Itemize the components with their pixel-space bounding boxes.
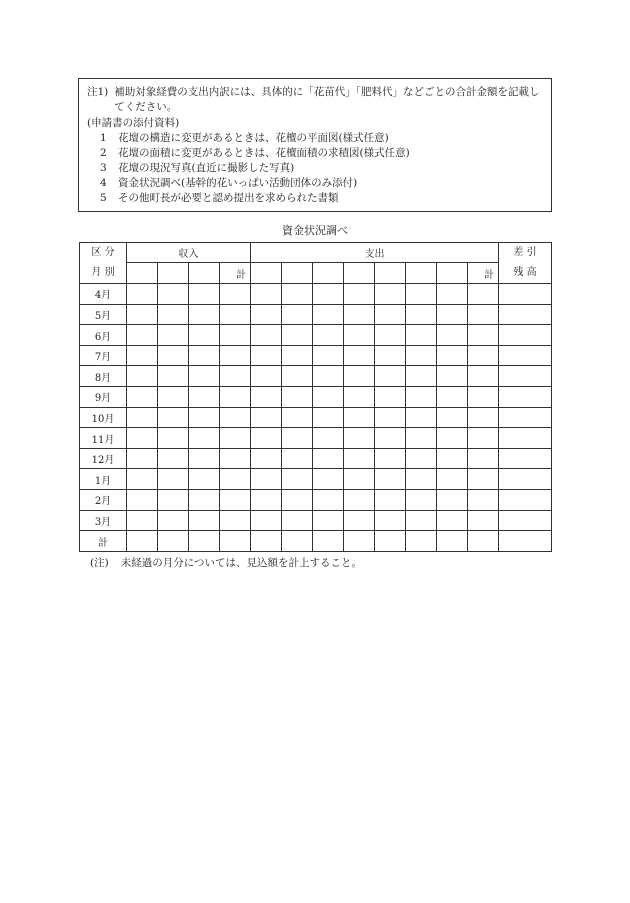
header-category: [80, 243, 127, 284]
table-cell: [313, 366, 344, 387]
header-balance: [499, 243, 552, 284]
row-label: 7月: [80, 345, 127, 366]
table-cell: [344, 469, 375, 490]
table-cell: [220, 366, 251, 387]
table-cell: [313, 531, 344, 552]
table-cell: [158, 284, 189, 305]
subheader-blank-cell: [406, 263, 437, 284]
table-cell: [406, 284, 437, 305]
attachment-text: 花壇の面積に変更があるときは、花檀面積の求積図(様式任意): [118, 147, 410, 159]
table-cell: [499, 428, 552, 449]
table-cell: [406, 304, 437, 325]
table-cell: [313, 490, 344, 511]
table-cell: [282, 531, 313, 552]
table-cell: [189, 345, 220, 366]
table-cell: [127, 428, 158, 449]
table-cell: [282, 490, 313, 511]
header-category-bottom: 月 別: [91, 267, 115, 278]
table-cell: [127, 531, 158, 552]
table-cell: [437, 284, 468, 305]
table-cell: [468, 469, 499, 490]
attachments-list: [87, 131, 545, 206]
subheader-blank-cell: [282, 263, 313, 284]
header-balance-bottom: 残 高: [513, 267, 537, 278]
table-cell: [220, 490, 251, 511]
table-cell: [344, 510, 375, 531]
table-cell: [189, 407, 220, 428]
table-cell: [468, 366, 499, 387]
table-cell: [344, 325, 375, 346]
row-label: 12月: [80, 448, 127, 469]
table-cell: [437, 325, 468, 346]
table-cell: [344, 407, 375, 428]
table-cell: [282, 428, 313, 449]
footnote-label: (注): [90, 557, 109, 569]
table-cell: [282, 325, 313, 346]
row-label: 11月: [80, 428, 127, 449]
table-cell: [375, 448, 406, 469]
table-cell: [127, 304, 158, 325]
table-cell: [158, 469, 189, 490]
table-cell: [313, 325, 344, 346]
table-cell: [220, 510, 251, 531]
table-cell: [406, 387, 437, 408]
row-label: 計: [80, 531, 127, 552]
table-cell: [251, 448, 282, 469]
table-cell: [313, 407, 344, 428]
table-row: [80, 448, 552, 469]
attachment-text: 花壇の構造に変更があるときは、花檀の平面図(様式任意): [118, 132, 389, 144]
table-cell: [220, 304, 251, 325]
table-cell: [437, 387, 468, 408]
table-cell: [158, 510, 189, 531]
header-balance-top: 差 引: [513, 247, 537, 258]
table-cell: [282, 510, 313, 531]
table-cell: [437, 304, 468, 325]
table-cell: [189, 469, 220, 490]
table-cell: [406, 407, 437, 428]
table-cell: [251, 428, 282, 449]
table-cell: [375, 531, 406, 552]
table-cell: [499, 469, 552, 490]
table-cell: [406, 345, 437, 366]
table-cell: [220, 387, 251, 408]
table-cell: [468, 325, 499, 346]
table-cell: [158, 387, 189, 408]
attachment-number: 2: [100, 147, 107, 159]
table-row: [80, 428, 552, 449]
table-cell: [468, 304, 499, 325]
table-cell: [189, 387, 220, 408]
table-cell: [375, 469, 406, 490]
table-cell: [220, 531, 251, 552]
table-cell: [158, 531, 189, 552]
table-cell: [344, 366, 375, 387]
attachment-item: [87, 176, 545, 191]
table-cell: [468, 387, 499, 408]
table-cell: [313, 448, 344, 469]
row-label: 6月: [80, 325, 127, 346]
table-cell: [251, 304, 282, 325]
table-cell: [468, 510, 499, 531]
table-cell: [437, 366, 468, 387]
table-cell: [499, 531, 552, 552]
table-cell: [282, 469, 313, 490]
table-cell: [468, 531, 499, 552]
table-cell: [251, 284, 282, 305]
subheader-row: [80, 263, 552, 284]
table-cell: [499, 407, 552, 428]
table-cell: [468, 428, 499, 449]
table-cell: [468, 407, 499, 428]
attachment-text: 花壇の現況写真(直近に撮影した写真): [118, 162, 295, 174]
table-cell: [375, 510, 406, 531]
table-cell: [499, 387, 552, 408]
table-cell: [344, 428, 375, 449]
table-cell: [437, 510, 468, 531]
footnote-text: 未経過の月分については、見込額を計上すること。: [120, 557, 362, 569]
table-cell: [189, 510, 220, 531]
table-cell: [437, 428, 468, 449]
table-cell: [344, 531, 375, 552]
note-1-label: 注1): [87, 86, 109, 98]
table-cell: [251, 345, 282, 366]
table-cell: [437, 345, 468, 366]
table-cell: [251, 325, 282, 346]
income-subtotal-header: 計: [220, 263, 251, 284]
table-row: [80, 531, 552, 552]
table-cell: [437, 407, 468, 428]
table-cell: [127, 469, 158, 490]
expense-subtotal-header: 計: [468, 263, 499, 284]
notes-box: [78, 78, 552, 212]
table-cell: [189, 284, 220, 305]
table-cell: [127, 325, 158, 346]
table-cell: [127, 387, 158, 408]
table-row: [80, 469, 552, 490]
table-cell: [499, 325, 552, 346]
subheader-blank-cell: [375, 263, 406, 284]
subheader-blank-cell: [189, 263, 220, 284]
table-row: [80, 304, 552, 325]
table-cell: [437, 490, 468, 511]
table-cell: [189, 448, 220, 469]
subheader-blank-cell: [344, 263, 375, 284]
table-cell: [282, 366, 313, 387]
row-label: 8月: [80, 366, 127, 387]
attachment-number: 5: [100, 192, 107, 204]
attachment-number: 1: [100, 132, 107, 144]
table-cell: [282, 304, 313, 325]
row-label: 1月: [80, 469, 127, 490]
table-cell: [282, 284, 313, 305]
table-cell: [127, 366, 158, 387]
table-cell: [220, 428, 251, 449]
table-cell: [406, 510, 437, 531]
table-cell: [499, 366, 552, 387]
table-cell: [406, 325, 437, 346]
table-cell: [499, 490, 552, 511]
table-cell: [375, 284, 406, 305]
attachments-heading: (申請書の添付資料): [87, 117, 180, 129]
table-cell: [468, 284, 499, 305]
subheader-blank-cell: [437, 263, 468, 284]
table-cell: [282, 387, 313, 408]
table-cell: [406, 366, 437, 387]
table-cell: [189, 304, 220, 325]
table-row: [80, 510, 552, 531]
table-cell: [468, 345, 499, 366]
table-cell: [158, 345, 189, 366]
table-cell: [251, 366, 282, 387]
table-cell: [406, 531, 437, 552]
table-cell: [282, 407, 313, 428]
row-label: 3月: [80, 510, 127, 531]
table-cell: [158, 490, 189, 511]
table-cell: [127, 490, 158, 511]
table-cell: [406, 428, 437, 449]
table-cell: [189, 428, 220, 449]
table-cell: [158, 325, 189, 346]
row-label: 4月: [80, 284, 127, 305]
table-cell: [499, 345, 552, 366]
table-cell: [468, 448, 499, 469]
month-rows: [80, 284, 552, 552]
table-row: [80, 284, 552, 305]
footnote: [90, 555, 362, 570]
table-cell: [189, 531, 220, 552]
table-cell: [127, 407, 158, 428]
table-cell: [313, 345, 344, 366]
attachment-item: [87, 191, 545, 206]
table-cell: [251, 510, 282, 531]
table-cell: [375, 304, 406, 325]
table-cell: [220, 325, 251, 346]
table-cell: [344, 284, 375, 305]
table-cell: [220, 345, 251, 366]
table-cell: [282, 448, 313, 469]
table-cell: [251, 531, 282, 552]
table-row: [80, 490, 552, 511]
table-cell: [406, 448, 437, 469]
table-cell: [375, 407, 406, 428]
table-cell: [127, 510, 158, 531]
table-cell: [375, 428, 406, 449]
attachment-item: [87, 161, 545, 176]
note-1: [87, 85, 545, 115]
subheader-blank-cell: [127, 263, 158, 284]
table-cell: [313, 387, 344, 408]
table-row: [80, 345, 552, 366]
attachment-number: 3: [100, 162, 107, 174]
table-cell: [158, 407, 189, 428]
table-cell: [406, 490, 437, 511]
table-cell: [220, 448, 251, 469]
table-cell: [127, 345, 158, 366]
table-cell: [189, 490, 220, 511]
table-cell: [313, 284, 344, 305]
table-cell: [251, 407, 282, 428]
table-cell: [375, 345, 406, 366]
table-cell: [282, 345, 313, 366]
header-income: 収入: [127, 243, 251, 263]
table-cell: [344, 490, 375, 511]
table-cell: [344, 345, 375, 366]
table-cell: [406, 469, 437, 490]
attachment-item: [87, 146, 545, 161]
table-cell: [189, 325, 220, 346]
table-cell: [375, 387, 406, 408]
row-label: 2月: [80, 490, 127, 511]
table-cell: [313, 510, 344, 531]
subheader-blank-cell: [251, 263, 282, 284]
table-cell: [251, 387, 282, 408]
table-cell: [220, 284, 251, 305]
attachment-text: 資金状況調べ(基幹的花いっぱい活動団体のみ添付): [118, 177, 358, 189]
table-cell: [375, 325, 406, 346]
table-cell: [375, 366, 406, 387]
header-expense: 支出: [251, 243, 499, 263]
table-cell: [220, 407, 251, 428]
table-cell: [158, 366, 189, 387]
table-cell: [499, 448, 552, 469]
table-cell: [344, 387, 375, 408]
table-cell: [158, 304, 189, 325]
table-row: [80, 387, 552, 408]
table-cell: [499, 284, 552, 305]
row-label: 9月: [80, 387, 127, 408]
subheader-blank-cell: [313, 263, 344, 284]
table-cell: [127, 448, 158, 469]
table-cell: [158, 448, 189, 469]
attachment-number: 4: [100, 177, 107, 189]
attachment-text: その他町長が必要と認め提出を求められた書類: [118, 192, 339, 204]
table-cell: [189, 366, 220, 387]
attachment-item: [87, 131, 545, 146]
table-cell: [437, 469, 468, 490]
table-cell: [251, 469, 282, 490]
table-cell: [375, 490, 406, 511]
table-cell: [437, 531, 468, 552]
table-cell: [313, 428, 344, 449]
table-cell: [499, 304, 552, 325]
table-cell: [158, 428, 189, 449]
note-1-text: 補助対象経費の支出内訳には、具体的に「花苗代」「肥料代」などごとの合計金額を記載してください。: [114, 86, 540, 113]
table-cell: [344, 304, 375, 325]
table-cell: [468, 490, 499, 511]
table-cell: [220, 469, 251, 490]
table-row: [80, 366, 552, 387]
table-row: [80, 407, 552, 428]
table-title: 資金状況調べ: [282, 224, 348, 237]
table-cell: [251, 490, 282, 511]
funds-status-table: [79, 242, 552, 552]
header-category-top: 区 分: [91, 247, 115, 258]
table-cell: [313, 469, 344, 490]
table-cell: [437, 448, 468, 469]
row-label: 10月: [80, 407, 127, 428]
table-cell: [344, 448, 375, 469]
row-label: 5月: [80, 304, 127, 325]
table-cell: [313, 304, 344, 325]
table-cell: [499, 510, 552, 531]
table-row: [80, 325, 552, 346]
subheader-blank-cell: [158, 263, 189, 284]
table-cell: [127, 284, 158, 305]
